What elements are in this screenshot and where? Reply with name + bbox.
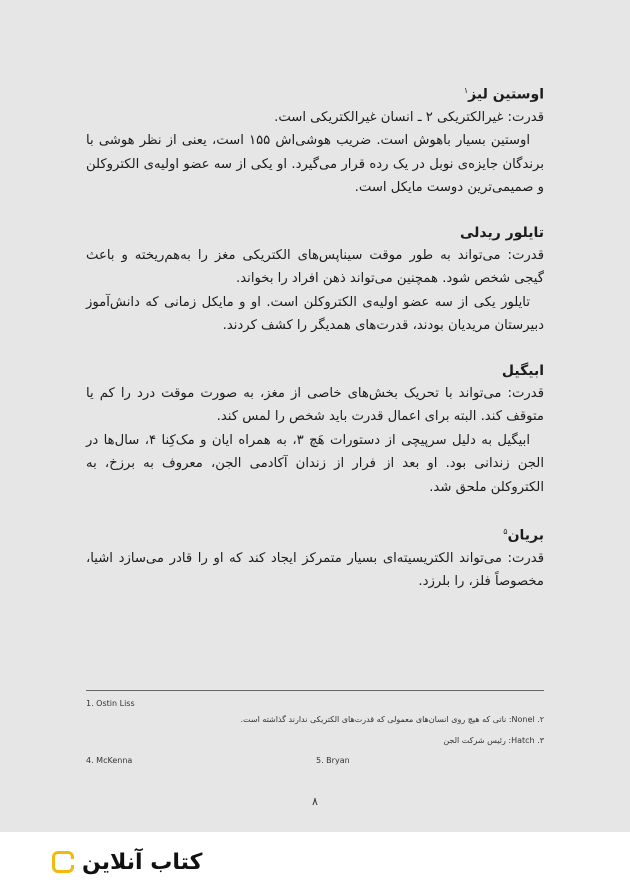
section-heading: ابیگیل [501,362,544,379]
footnote-1: 1. Ostin Liss [86,699,135,708]
page-number: ۸ [312,795,318,808]
paragraph: قدرت: می‌تواند الکتریسیته‌ای بسیار متمرکز ایجاد کند که او را قادر می‌سازد اشیا، مخصوصاً فلز، را بلرزد. [86,550,544,590]
footnote-3: ۳. Hatch: رئیس شرکت الجن [443,736,544,745]
brand-logo-icon [52,851,74,873]
section-abigail [86,360,544,500]
footnote-ref: ۵ [503,527,508,537]
paragraph: قدرت: می‌تواند به طور موقت سیناپس‌های الکتریکی مغز را به‌هم‌ریخته و باعث گیجی شخص شود. همچنین می‌تواند ذهن افراد را بخواند. [86,247,544,287]
heading-text: بریان [507,527,544,544]
section-taylor [86,222,544,338]
footnote-2: ۲. Nonel: ناتی که هیچ روی انسان‌های معمولی که قدرت‌های الکتریکی ندارند گذاشته است. [240,715,544,724]
section-heading: تایلور ریدلی [459,224,544,241]
section-bryan [86,521,544,594]
footnote-4: 4. McKenna [86,756,133,765]
paragraph: قدرت: غیرالکتریکی ۲ ـ انسان غیرالکتریکی است. [274,109,544,125]
section-heading [86,80,544,106]
section-heading [86,521,544,547]
paragraph: قدرت: می‌تواند با تحریک بخش‌های خاصی از مغز، به صورت موقت درد را کم یا متوقف کند. البته برای اعمال قدرت باید شخص را لمس کند. [86,385,544,425]
brand-bar [0,832,630,891]
footnote-ref: ۱ [463,86,469,95]
brand-name: کتاب آنلاین [82,849,203,875]
section-ostin [86,80,544,200]
paragraph: تایلور یکی از سه عضو اولیه‌ی الکتروکلن است. او و مایکل زمانی که دانش‌آموز دبیرستان مریدیان بودند، قدرت‌های همدیگر را کشف کردند. [86,294,544,334]
paragraph: ابیگیل به دلیل سرپیچی از دستورات هَچ ۳، به همراه ایان و مک‌کِنا ۴، سال‌ها در الجن زندانی بود. او بعد از فرار از زندان آکادمی الجن، معروف به برزخ، به الکتروکلن ملحق شد. [86,432,544,495]
footnote-5: 5. Bryan [316,756,350,765]
brand-logo[interactable] [52,846,202,878]
heading-text: اوستین لیز [468,86,544,103]
paragraph: اوستین بسیار باهوش است. ضریب هوشی‌اش ۱۵۵ است، یعنی از نظر هوشی با برندگان جایزه‌ی نوبل در یک رده قرار می‌گیرد. او یکی از سه عضو اولیه‌ی الکتروکلن و صمیمی‌ترین دوست مایکل است. [86,133,544,196]
page-content [86,80,544,616]
footnote-divider [86,690,544,691]
